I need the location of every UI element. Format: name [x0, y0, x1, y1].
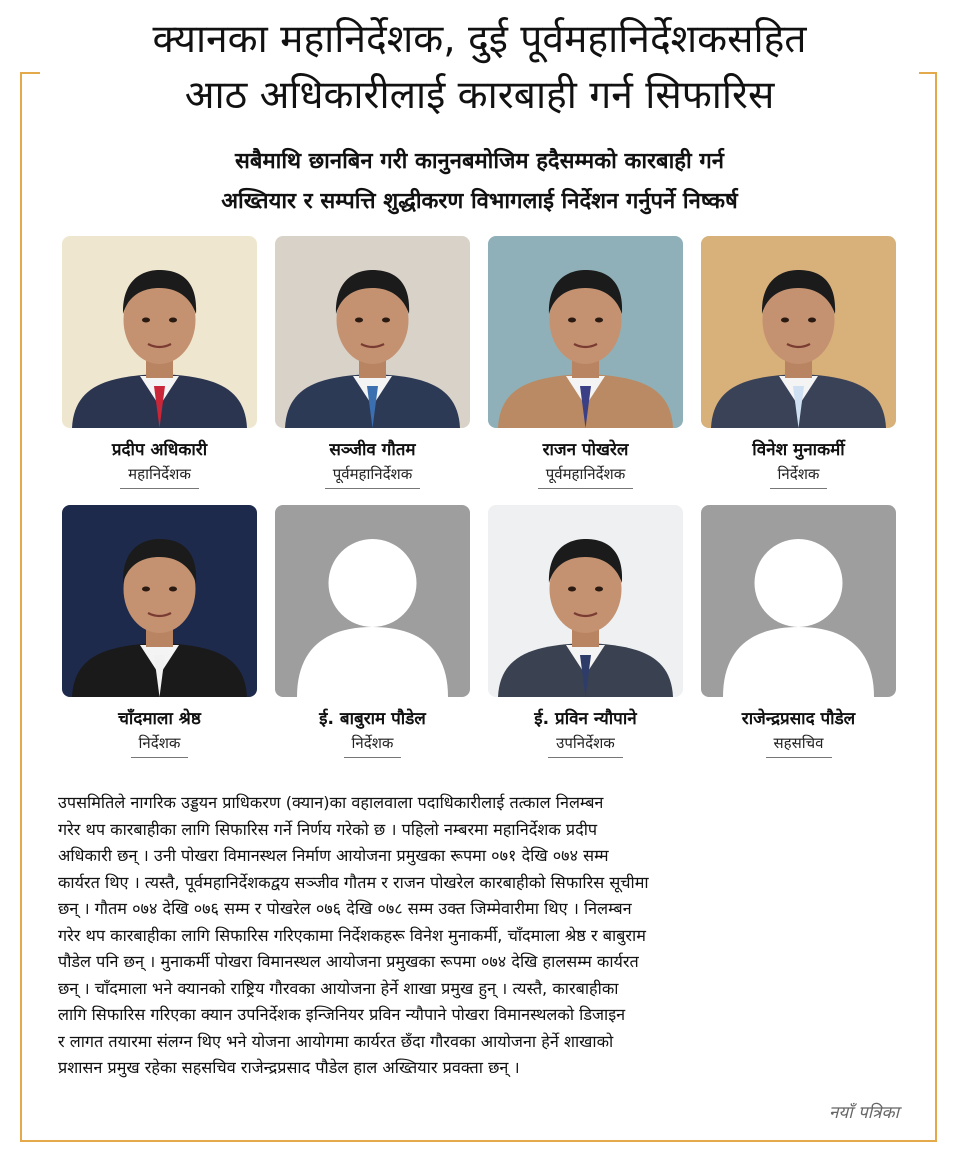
official-card	[701, 505, 896, 758]
official-card	[488, 236, 683, 489]
official-name: ई. प्रविन न्यौपाने	[534, 709, 637, 729]
official-card	[62, 236, 257, 489]
official-name: प्रदीप अधिकारी	[111, 440, 208, 460]
subheadline-line-2: अख्तियार र सम्पत्ति शुद्धीकरण विभागलाई निर्देशन गर्नुपर्ने निष्कर्ष	[221, 189, 738, 214]
portrait-photo	[62, 505, 257, 697]
portrait-photo	[488, 236, 683, 428]
headline-line-2: आठ अधिकारीलाई कारबाही गर्न सिफारिस	[184, 73, 775, 118]
body-line: उपसमितिले नागरिक उड्डयन प्राधिकरण (क्यान)का वहालवाला पदाधिकारीलाई तत्काल निलम्बन	[58, 793, 604, 812]
avatar-placeholder-icon	[275, 505, 470, 697]
source-credit: नयाँ पत्रिका	[828, 1103, 899, 1123]
official-role: पूर्वमहानिर्देशक	[538, 462, 634, 489]
article-body	[58, 790, 903, 1082]
official-role: सहसचिव	[766, 731, 832, 758]
portrait-photo	[488, 505, 683, 697]
body-line: गरेर थप कारबाहीका लागि सिफारिस गरिएकामा निर्देशकहरू विनेश मुनाकर्मी, चाँदमाला श्रेष्ठ र बाबुराम	[58, 925, 646, 945]
official-name: चाँदमाला श्रेष्ठ	[118, 709, 201, 729]
official-card	[62, 505, 257, 758]
official-photo	[275, 236, 470, 428]
official-name: ई. बाबुराम पौडेल	[319, 709, 426, 729]
subheadline	[50, 142, 909, 222]
officials-grid	[62, 236, 898, 758]
official-name: राजेन्द्रप्रसाद पौडेल	[741, 709, 856, 729]
official-photo	[62, 505, 257, 697]
headline	[40, 12, 919, 124]
avatar-placeholder-icon	[701, 505, 896, 697]
official-role: निर्देशक	[770, 462, 828, 489]
official-role: निर्देशक	[344, 731, 402, 758]
official-photo	[701, 236, 896, 428]
official-role: महानिर्देशक	[120, 462, 199, 489]
portrait-photo	[701, 236, 896, 428]
body-line: पौडेल पनि छन् । मुनाकर्मी पोखरा विमानस्थल आयोजना प्रमुखका रूपमा ०७४ देखि हालसम्म कार्यरत	[58, 952, 639, 971]
body-line: लागि सिफारिस गरिएका क्यान उपनिर्देशक इन्जिनियर प्रविन न्यौपाने पोखरा विमानस्थलको डिजाइन	[58, 1005, 626, 1024]
body-line: गरेर थप कारबाहीका लागि सिफारिस गर्ने निर्णय गरेको छ । पहिलो नम्बरमा महानिर्देशक प्रदीप	[58, 819, 598, 839]
official-name: विनेश मुनाकर्मी	[752, 440, 845, 460]
official-name: राजन पोखरेल	[542, 440, 629, 460]
official-role: उपनिर्देशक	[548, 731, 623, 758]
body-line: छन् । गौतम ०७४ देखि ०७६ सम्म र पोखरेल ०७६ देखि ०७८ सम्म उक्त जिम्मेवारीमा थिए । निलम्बन	[58, 899, 632, 918]
portrait-photo	[275, 236, 470, 428]
official-role: पूर्वमहानिर्देशक	[325, 462, 421, 489]
official-photo	[488, 505, 683, 697]
official-name: सञ्जीव गौतम	[329, 440, 416, 460]
body-line: अधिकारी छन् । उनी पोखरा विमानस्थल निर्माण आयोजना प्रमुखका रूपमा ०७१ देखि ०७४ सम्म	[58, 846, 609, 865]
portrait-photo	[62, 236, 257, 428]
official-photo	[701, 505, 896, 697]
official-photo	[62, 236, 257, 428]
official-card	[275, 505, 470, 758]
official-photo	[488, 236, 683, 428]
body-line: र लागत तयारमा संलग्न थिए भने योजना आयोगमा कार्यरत छँदा गौरवका आयोजना हेर्ने शाखाको	[58, 1031, 614, 1051]
official-photo	[275, 505, 470, 697]
subheadline-line-1: सबैमाथि छानबिन गरी कानुनबमोजिम हदैसम्मको कारबाही गर्न	[235, 149, 724, 174]
official-card	[275, 236, 470, 489]
headline-line-1: क्यानका महानिर्देशक, दुई पूर्वमहानिर्देशकसहित	[152, 17, 807, 62]
official-card	[701, 236, 896, 489]
body-line: छन् । चाँदमाला भने क्यानको राष्ट्रिय गौरवका आयोजना हेर्ने शाखा प्रमुख हुन् । त्यस्तै, कारबाहीका	[58, 978, 619, 998]
official-role: निर्देशक	[131, 731, 189, 758]
official-card	[488, 505, 683, 758]
body-line: कार्यरत थिए । त्यस्तै, पूर्वमहानिर्देशकद्वय सञ्जीव गौतम र राजन पोखरेल कारबाहीको सिफारिस सूचीमा	[58, 872, 649, 892]
body-line: प्रशासन प्रमुख रहेका सहसचिव राजेन्द्रप्रसाद पौडेल हाल अख्तियार प्रवक्ता छन् ।	[58, 1058, 520, 1077]
